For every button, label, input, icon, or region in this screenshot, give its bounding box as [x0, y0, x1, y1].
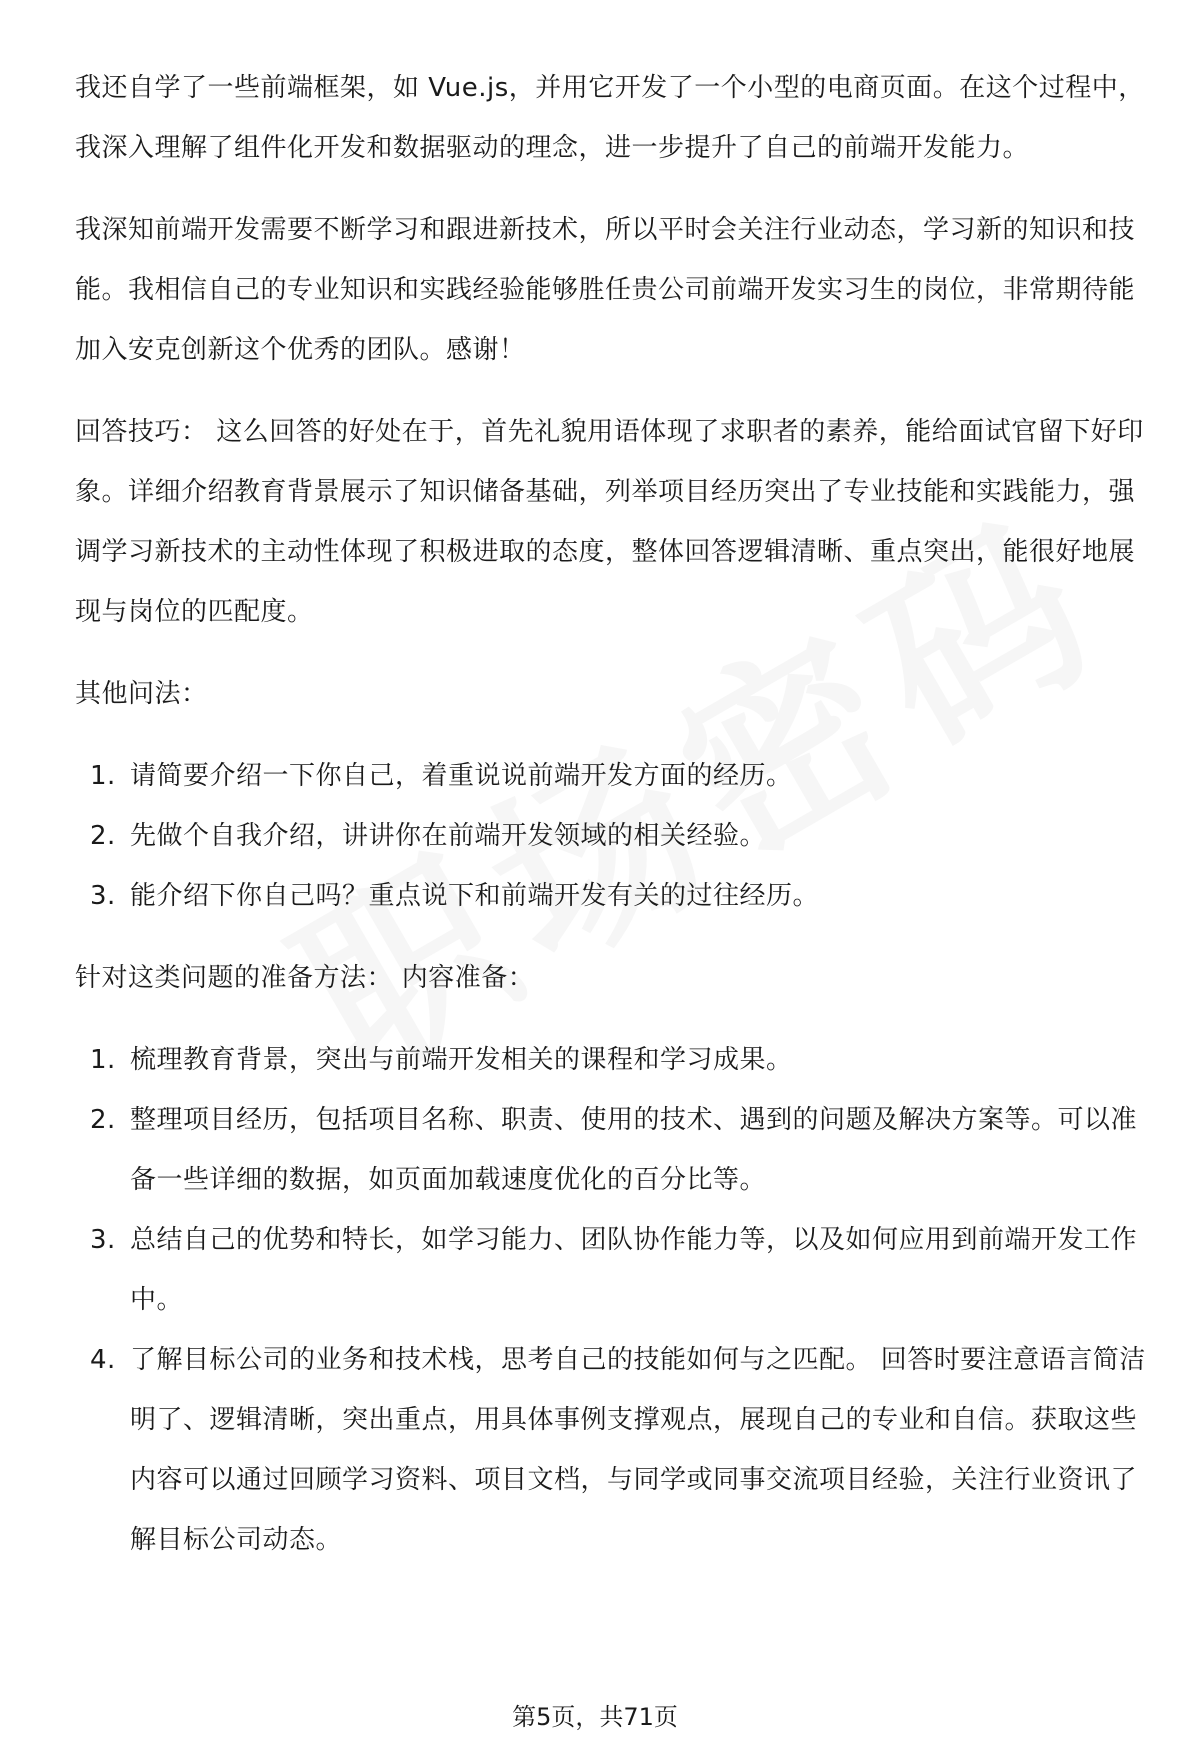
list-item: 2. 整理项目经历，包括项目名称、职责、使用的技术、遇到的问题及解决方案等。可以准备一些详细的数据，如页面加载速度优化的百分比等。 [90, 1105, 1138, 1195]
page-footer: 第5页，共71页 [512, 1703, 678, 1731]
list-item: 4. 了解目标公司的业务和技术栈，思考自己的技能如何与之匹配。 回答时要注意语言简洁明了、逻辑清晰，突出重点，用具体事例支撑观点，展现自己的专业和自信。获取这些内容可以通过回顾学习资料、项目文档，与同学或同事交流项目经验，关注行业资讯了解目标公司动态。 [90, 1345, 1146, 1555]
list-item: 2. 先做个自我介绍，讲讲你在前端开发领域的相关经验。 [90, 821, 767, 851]
paragraph-framework: 我还自学了一些前端框架，如 Vue.js，并用它开发了一个小型的电商页面。在这个过程中，我深入理解了组件化开发和数据驱动的理念，进一步提升了自己的前端开发能力。 [75, 73, 1145, 163]
preparation-heading: 针对这类问题的准备方法： 内容准备： [75, 963, 535, 993]
document-body [75, 58, 1155, 1592]
list-item: 3. 总结自己的优势和特长，如学习能力、团队协作能力等，以及如何应用到前端开发工作中。 [90, 1225, 1138, 1315]
other-questions-list [75, 746, 1155, 926]
paragraph-answer-tips: 回答技巧： 这么回答的好处在于，首先礼貌用语体现了求职者的素养，能给面试官留下好印象。详细介绍教育背景展示了知识储备基础，列举项目经历突出了专业技能和实践能力，强调学习新技术的主动性体现了积极进取的态度，整体回答逻辑清晰、重点突出，能很好地展现与岗位的匹配度。 [75, 417, 1144, 627]
other-questions-heading: 其他问法： [75, 679, 208, 709]
list-item: 3. 能介绍下你自己吗？重点说下和前端开发有关的过往经历。 [90, 881, 820, 911]
list-item: 1. 请简要介绍一下你自己，着重说说前端开发方面的经历。 [90, 761, 793, 791]
preparation-list [75, 1030, 1155, 1570]
paragraph-learning: 我深知前端开发需要不断学习和跟进新技术，所以平时会关注行业动态，学习新的知识和技能。我相信自己的专业知识和实践经验能够胜任贵公司前端开发实习生的岗位，非常期待能加入安克创新这个优秀的团队。感谢！ [75, 215, 1136, 365]
list-item: 1. 梳理教育背景，突出与前端开发相关的课程和学习成果。 [90, 1045, 793, 1075]
